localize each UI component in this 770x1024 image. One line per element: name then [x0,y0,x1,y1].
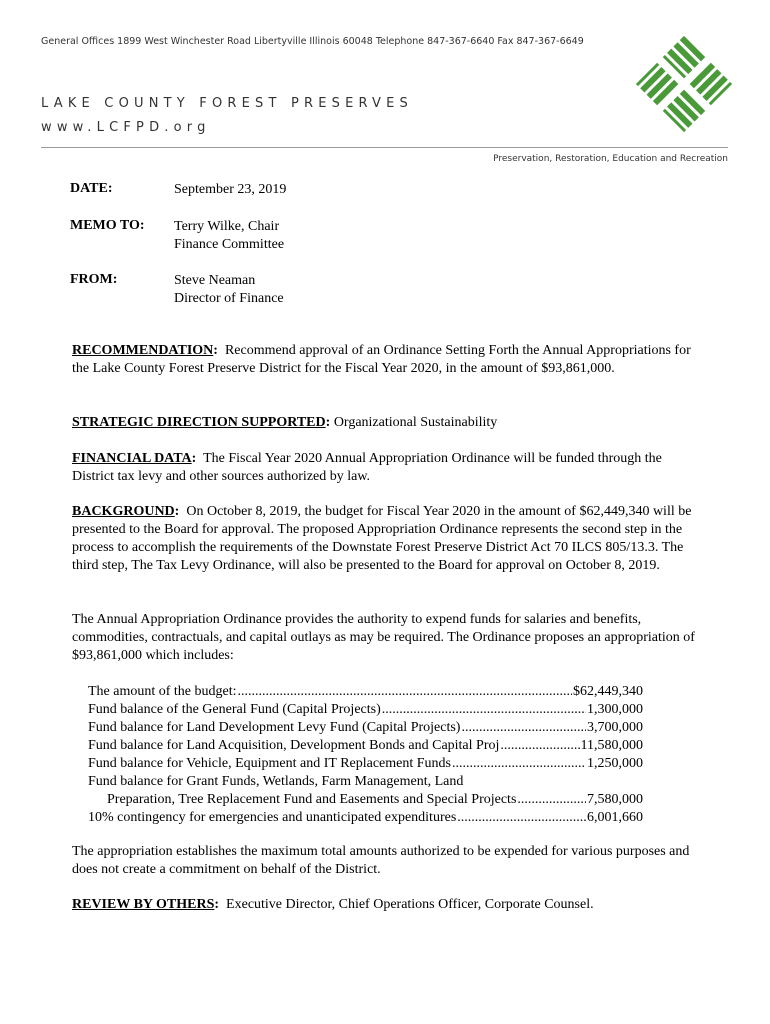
list-item [88,755,643,773]
date-label: DATE: [70,181,113,196]
leaf-logo-icon [634,32,734,136]
org-name: LAKE COUNTY FOREST PRESERVES [41,96,413,111]
memo-to-label: MEMO TO: [70,218,145,233]
recommendation-title: RECOMMENDATION [72,343,214,358]
from-line: Steve Neaman [174,273,256,288]
item-label: The amount of the budget: [88,684,237,699]
from-value [174,272,284,308]
item-amount: 3,700,000 [587,720,643,735]
item-label: Fund balance for Land Development Levy Fund (Capital Projects) [88,720,461,735]
item-label: Fund balance for Vehicle, Equipment and IT Replacement Funds [88,756,452,771]
review-section: REVIEW BY OTHERS: Executive Director, Chief Operations Officer, Corporate Counsel. [72,897,594,912]
appropriation-paragraph: The appropriation establishes the maximum total amounts authorized to be expended for various purposes and does not create a commitment on behalf of the District. [72,844,690,877]
list-item [88,737,643,755]
list-item [88,683,643,701]
list-item [88,701,643,719]
list-item [88,809,643,827]
from-line: Director of Finance [174,291,284,306]
background-text: On October 8, 2019, the budget for Fiscal Year 2020 in the amount of $62,449,340 will be presented to the Board for approval. The proposed Appropriation Ordinance represents the second step in the process to accomplish the requirements of the Downstate Forest Preserve District Act 70 ILCS 805/13.3. The third step, The Tax Levy Ordinance, will also be presented to the Board for approval on October 8, 2019. [72,504,692,573]
review-title: REVIEW BY OTHERS [72,897,215,912]
item-label: Fund balance for Grant Funds, Wetlands, Farm Management, Land [88,774,464,789]
list-item [88,773,643,791]
list-item [88,791,643,809]
memo-to-line: Finance Committee [174,237,285,252]
item-label: Preparation, Tree Replacement Fund and Easements and Special Projects [107,792,517,807]
recommendation-section: RECOMMENDATION: Recommend approval of an Ordinance Setting Forth the Annual Appropriations for the Lake County Forest Preserve District for the Fiscal Year 2020, in the amount of $93,861,000. [72,343,691,376]
item-label: 10% contingency for emergencies and unanticipated expenditures [88,810,457,825]
ordinance-paragraph: The Annual Appropriation Ordinance provides the authority to expend funds for salaries and benefits, commodities, contractuals, and capital outlays as may be required. The Ordinance proposes an appropriation of $93,861,000 which includes: [72,612,695,663]
strategic-section: STRATEGIC DIRECTION SUPPORTED: Organizational Sustainability [72,415,498,430]
background-section: BACKGROUND: On October 8, 2019, the budget for Fiscal Year 2020 in the amount of $62,449,340 will be presented to the Board for approval. The proposed Appropriation Ordinance represents the second step in the process to accomplish the requirements of the Downstate Forest Preserve District Act 70 ILCS 805/13.3. The third step, The Tax Levy Ordinance, will also be presented to the Board for approval on October 8, 2019. [72,504,692,573]
item-amount: $62,449,340 [573,684,643,699]
letterhead-divider [41,147,728,148]
strategic-text: Organizational Sustainability [333,415,498,430]
memo-to-value [174,218,284,254]
financial-title: FINANCIAL DATA [72,451,192,466]
item-amount: 11,580,000 [580,738,643,753]
item-amount: 1,250,000 [587,756,643,771]
review-text: Executive Director, Chief Operations Officer, Corporate Counsel. [226,897,594,912]
strategic-title: STRATEGIC DIRECTION SUPPORTED [72,415,326,430]
memo-to-line: Terry Wilke, Chair [174,219,280,234]
item-amount: 6,001,660 [587,810,643,825]
financial-section: FINANCIAL DATA: The Fiscal Year 2020 Annual Appropriation Ordinance will be funded through the District tax levy and other sources authorized by law. [72,451,662,484]
item-amount: 7,580,000 [587,792,643,807]
appropriation-list [88,683,643,827]
org-website: www.LCFPD.org [41,120,211,135]
recommendation-text: Recommend approval of an Ordinance Setting Forth the Annual Appropriations for the Lake County Forest Preserve District for the Fiscal Year 2020, in the amount of $93,861,000. [72,343,691,376]
tagline: Preservation, Restoration, Education and Recreation [493,154,728,164]
date-value: September 23, 2019 [174,182,287,197]
list-item [88,719,643,737]
item-amount: 1,300,000 [587,702,643,717]
item-label: Fund balance of the General Fund (Capital Projects) [88,702,381,717]
from-label: FROM: [70,272,118,287]
financial-text: The Fiscal Year 2020 Annual Appropriation Ordinance will be funded through the District tax levy and other sources authorized by law. [72,451,662,484]
letterhead-address: General Offices 1899 West Winchester Road Libertyville Illinois 60048 Telephone 847-367-6640 Fax 847-367-6649 [41,36,584,47]
background-title: BACKGROUND [72,504,175,519]
item-label: Fund balance for Land Acquisition, Development Bonds and Capital Proj [88,738,500,753]
